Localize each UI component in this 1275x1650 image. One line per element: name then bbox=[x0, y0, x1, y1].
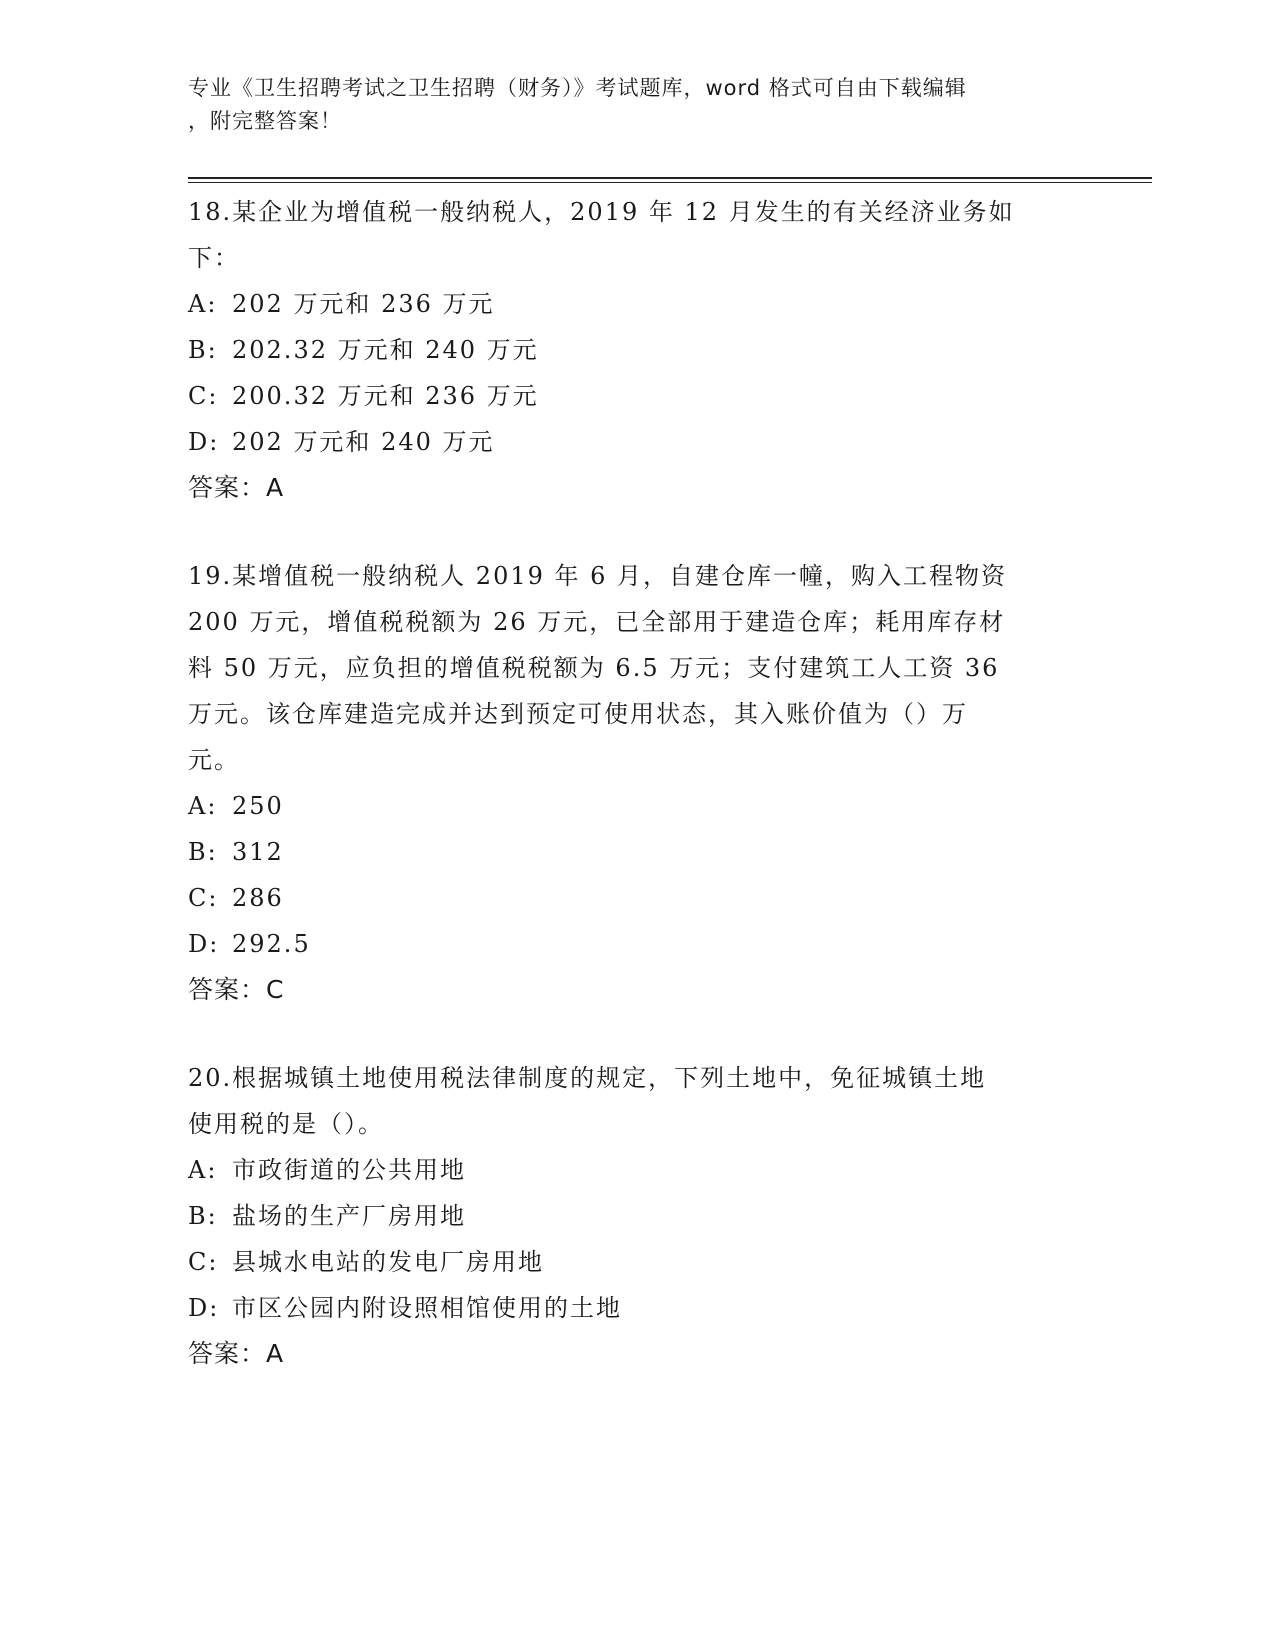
question-text-line: 料 50 万元，应负担的增值税税额为 6.5 万元；支付建筑工人工资 36 bbox=[188, 654, 1000, 682]
option-letter: B: bbox=[188, 336, 218, 364]
option-letter: D: bbox=[188, 428, 220, 456]
option-d bbox=[188, 921, 1088, 967]
option-letter: A: bbox=[188, 290, 218, 318]
question-text-line: 使用税的是（）。 bbox=[188, 1110, 384, 1138]
option-text: 286 bbox=[232, 884, 284, 912]
option-c bbox=[188, 875, 1088, 921]
option-d bbox=[188, 419, 1088, 465]
option-text: 202.32 万元和 240 万元 bbox=[232, 336, 539, 364]
option-letter: B: bbox=[188, 838, 218, 866]
question-18 bbox=[188, 189, 1088, 511]
option-letter: C: bbox=[188, 382, 219, 410]
answer: 答案：A bbox=[188, 473, 285, 502]
option-text: 200.32 万元和 236 万元 bbox=[232, 382, 539, 410]
option-a bbox=[188, 783, 1088, 829]
header-line-1: 专业《卫生招聘考试之卫生招聘（财务）》考试题库，word 格式可自由下载编辑 bbox=[188, 76, 967, 100]
option-c bbox=[188, 373, 1088, 419]
option-a bbox=[188, 1147, 1088, 1193]
question-text-line: 元。 bbox=[188, 746, 240, 774]
option-letter: C: bbox=[188, 884, 219, 912]
question-text-line: 下： bbox=[188, 244, 240, 272]
question-text-line: 万元。该仓库建造完成并达到预定可使用状态，其入账价值为（）万 bbox=[188, 700, 968, 728]
option-b bbox=[188, 327, 1088, 373]
option-d bbox=[188, 1285, 1088, 1331]
option-text: 盐场的生产厂房用地 bbox=[232, 1202, 466, 1230]
document-header bbox=[188, 72, 1068, 138]
answer: 答案：A bbox=[188, 1339, 285, 1368]
header-line-2: ，附完整答案！ bbox=[188, 109, 342, 133]
question-20 bbox=[188, 1055, 1088, 1377]
option-text: 市政街道的公共用地 bbox=[232, 1156, 466, 1184]
option-b bbox=[188, 1193, 1088, 1239]
header-divider-thick bbox=[188, 177, 1152, 179]
option-letter: D: bbox=[188, 930, 220, 958]
header-divider-thin bbox=[188, 182, 1152, 183]
question-text-line: 18.某企业为增值税一般纳税人，2019 年 12 月发生的有关经济业务如 bbox=[188, 198, 1015, 226]
question-text-line: 19.某增值税一般纳税人 2019 年 6 月，自建仓库一幢，购入工程物资 bbox=[188, 562, 1008, 590]
option-text: 250 bbox=[232, 792, 284, 820]
option-text: 292.5 bbox=[232, 930, 311, 958]
question-19 bbox=[188, 553, 1088, 1013]
option-letter: D: bbox=[188, 1294, 220, 1322]
option-letter: A: bbox=[188, 1156, 218, 1184]
option-letter: A: bbox=[188, 792, 218, 820]
option-text: 县城水电站的发电厂房用地 bbox=[232, 1248, 544, 1276]
option-letter: B: bbox=[188, 1202, 218, 1230]
option-text: 202 万元和 236 万元 bbox=[232, 290, 495, 318]
question-text-line: 20.根据城镇土地使用税法律制度的规定，下列土地中，免征城镇土地 bbox=[188, 1064, 987, 1092]
option-text: 312 bbox=[232, 838, 284, 866]
option-letter: C: bbox=[188, 1248, 219, 1276]
option-text: 202 万元和 240 万元 bbox=[232, 428, 495, 456]
question-text-line: 200 万元，增值税税额为 26 万元，已全部用于建造仓库；耗用库存材 bbox=[188, 608, 1006, 636]
option-b bbox=[188, 829, 1088, 875]
answer: 答案：C bbox=[188, 975, 285, 1004]
option-a bbox=[188, 281, 1088, 327]
option-c bbox=[188, 1239, 1088, 1285]
option-text: 市区公园内附设照相馆使用的土地 bbox=[232, 1294, 622, 1322]
